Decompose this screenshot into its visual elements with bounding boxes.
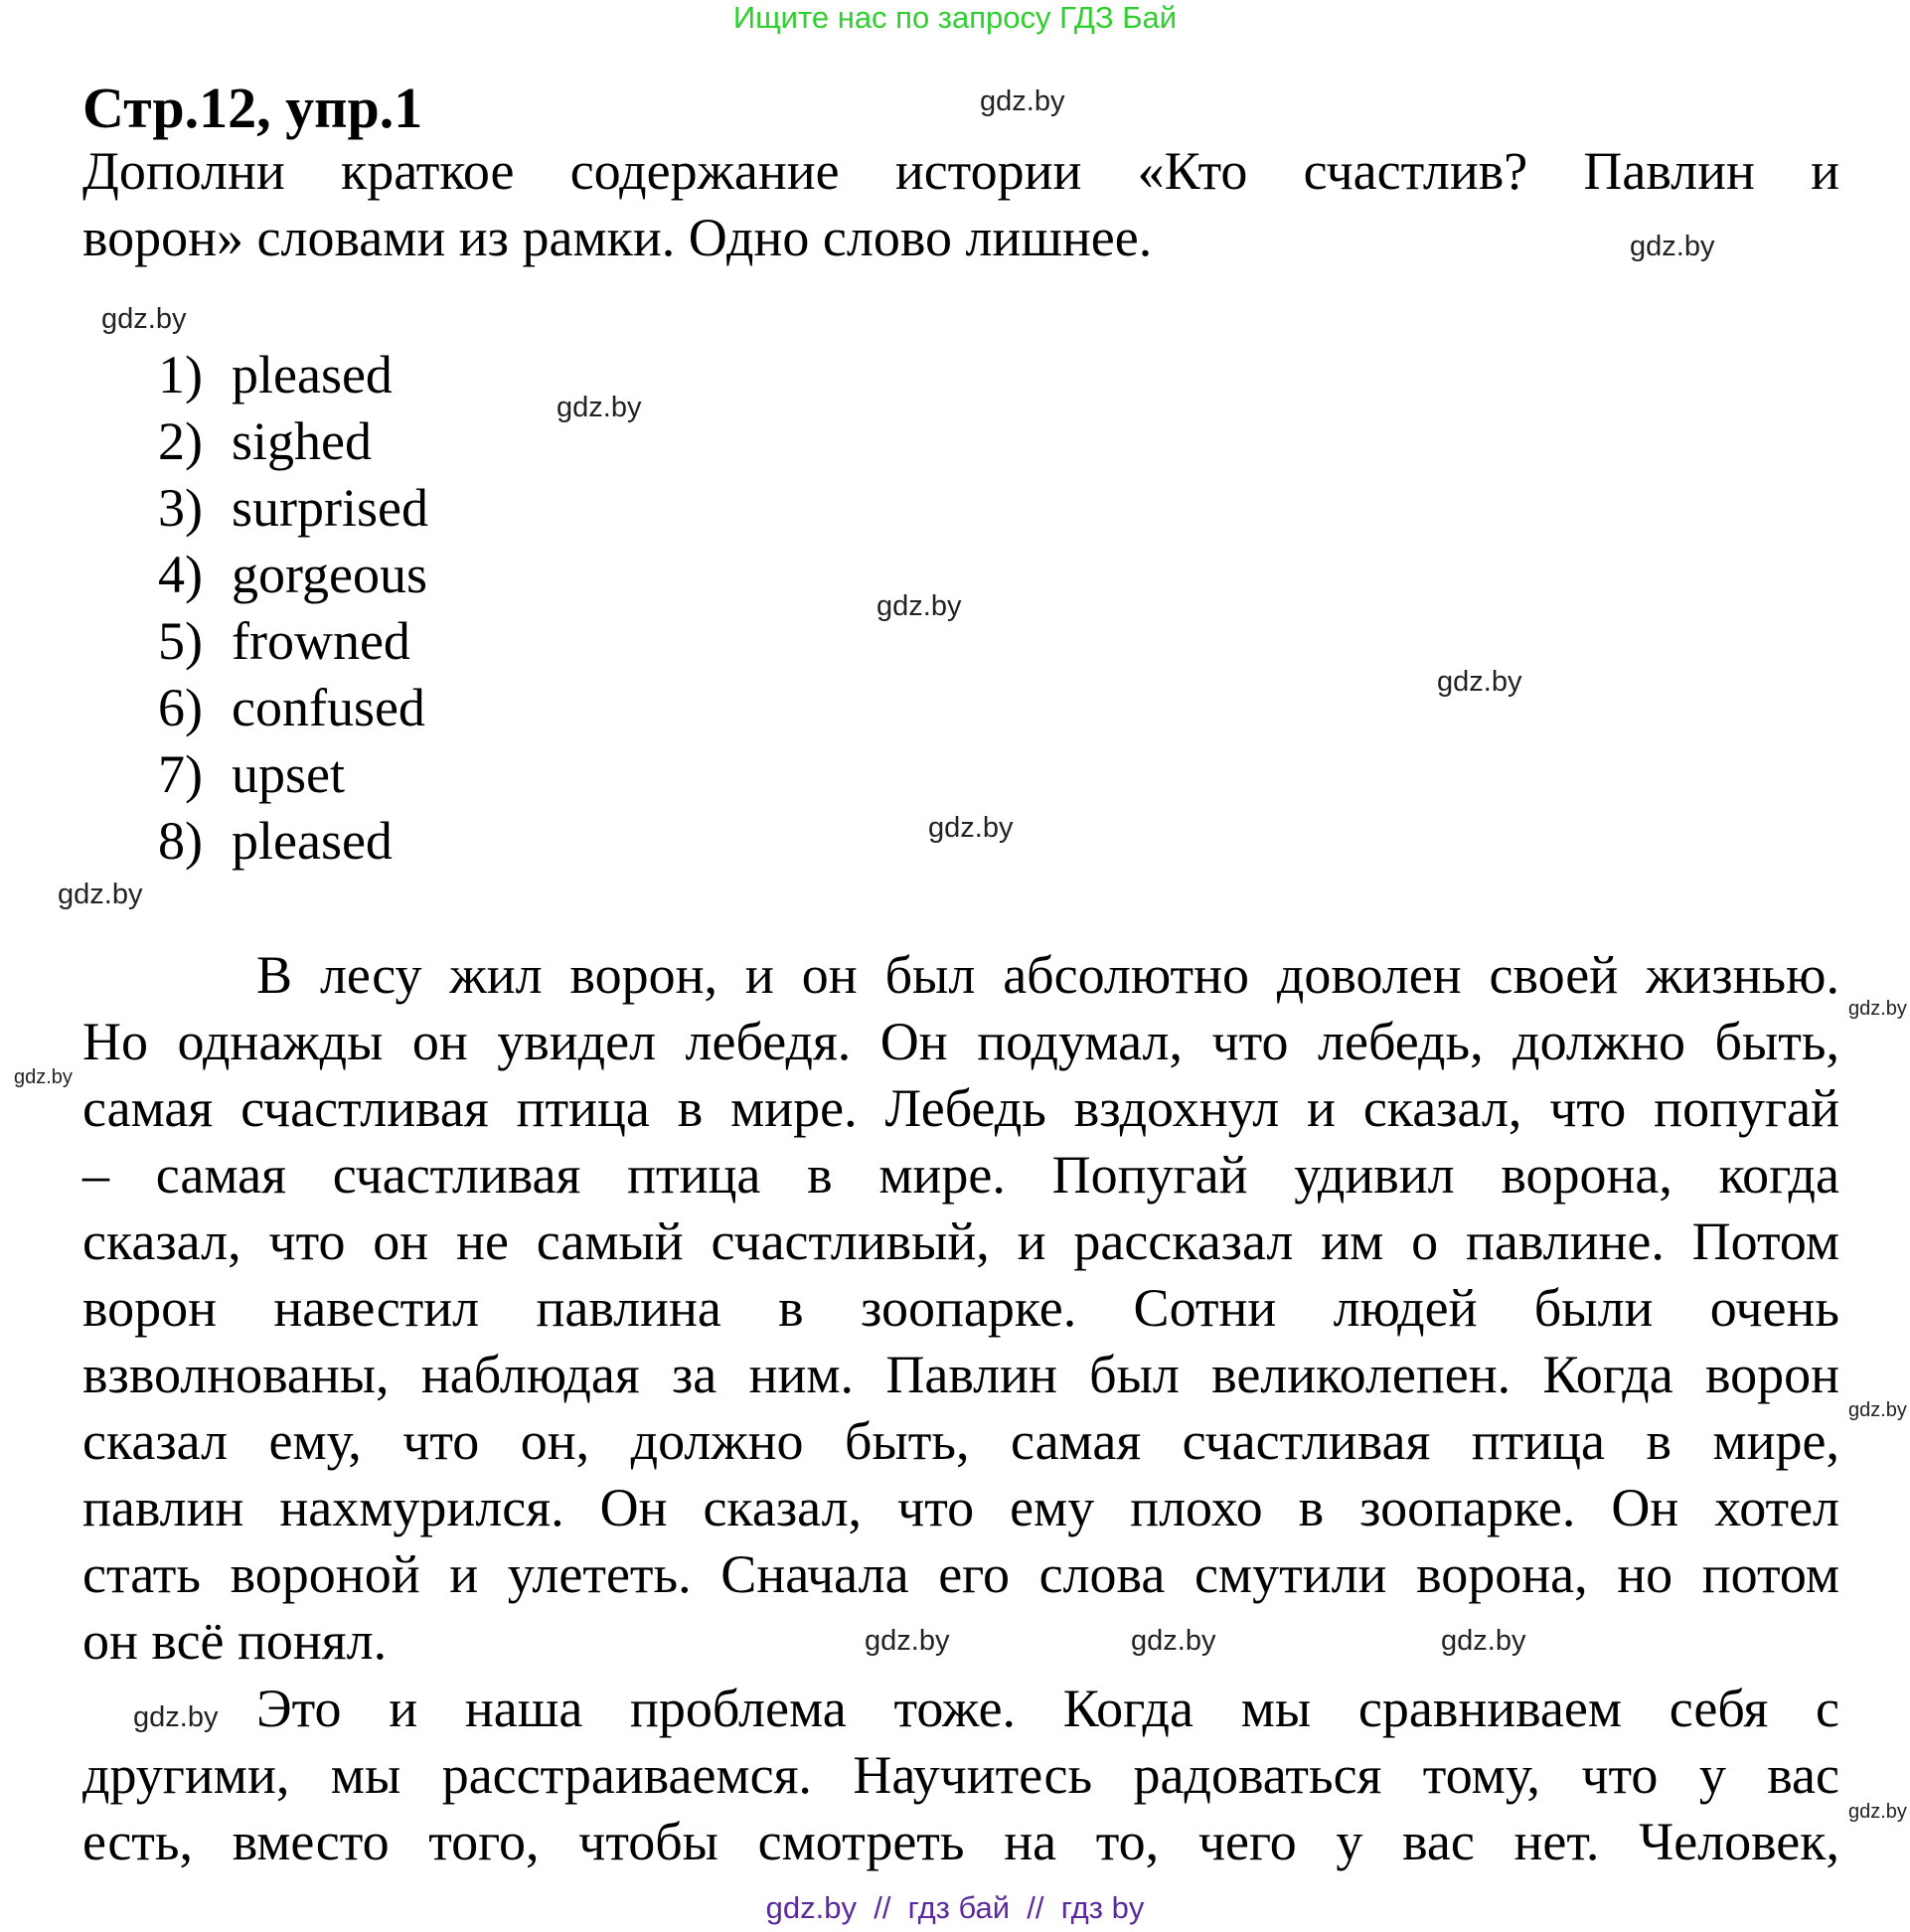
item-word: gorgeous [232, 545, 427, 604]
task-line: Дополни краткое содержание истории «Кто счастлив? Павлин и [82, 141, 1839, 201]
item-word: surprised [232, 478, 428, 538]
item-word: upset [232, 744, 345, 804]
watermark: gdz.by [1437, 666, 1522, 698]
item-word: pleased [232, 345, 393, 404]
list-item [158, 542, 428, 608]
story-paragraph [82, 942, 1839, 1675]
text-line: В лесу жил ворон, и он был абсолютно доволен своей жизнью. [256, 945, 1839, 1005]
watermark: gdz.by [1131, 1625, 1216, 1657]
text-line: ворон навестил павлина в зоопарке. Сотни людей были очень [82, 1278, 1839, 1338]
list-item [158, 741, 428, 808]
page-title: Стр.12, упр.1 [82, 76, 423, 140]
watermark: gdz.by [1441, 1625, 1526, 1657]
item-number: 2) [158, 411, 203, 471]
moral-paragraph [82, 1676, 1839, 1875]
task-instructions [82, 138, 1839, 271]
watermark: gdz.by [1848, 1399, 1907, 1421]
text-line: Но однажды он увидел лебедя. Он подумал, что лебедь, должно быть, [82, 1012, 1839, 1071]
text-line: Это и наша проблема тоже. Когда мы сравниваем себя с [256, 1679, 1839, 1738]
item-number: 4) [158, 545, 203, 604]
item-number: 3) [158, 478, 203, 538]
text-line: он всё понял. [82, 1611, 388, 1671]
item-word: confused [232, 678, 425, 737]
list-item [158, 675, 428, 741]
watermark: gdz.by [58, 879, 143, 910]
watermark: gdz.by [928, 812, 1014, 844]
task-line: ворон» словами из рамки. Одно слово лишнее. [82, 208, 1153, 267]
watermark: gdz.by [876, 590, 962, 622]
watermark: gdz.by [133, 1701, 219, 1733]
search-banner[interactable]: Ищите нас по запросу ГДЗ Бай [732, 0, 1178, 35]
text-line: сказал ему, что он, должно быть, самая счастливая птица в мире, [82, 1411, 1839, 1471]
watermark: gdz.by [101, 303, 187, 335]
footer-links[interactable]: gdz.by // гдз бай // гдз by [765, 1890, 1145, 1925]
item-word: pleased [232, 811, 393, 871]
text-line: стать вороной и улететь. Сначала его слова смутили ворона, но потом [82, 1544, 1839, 1604]
list-item [158, 475, 428, 542]
watermark: gdz.by [1848, 1801, 1907, 1823]
item-word: sighed [232, 411, 372, 471]
list-item [158, 408, 428, 475]
watermark: gdz.by [1848, 998, 1907, 1020]
list-item [158, 608, 428, 675]
watermark: gdz.by [1630, 231, 1715, 262]
item-number: 7) [158, 744, 203, 804]
text-line: – самая счастливая птица в мире. Попугай удивил ворона, когда [82, 1145, 1839, 1205]
watermark: gdz.by [980, 85, 1065, 117]
list-item [158, 808, 428, 875]
text-line: другими, мы расстраиваемся. Научитесь радоваться тому, что у вас [82, 1745, 1839, 1805]
item-number: 6) [158, 678, 203, 737]
text-line: есть, вместо того, чтобы смотреть на то, чего у вас нет. Человек, [82, 1812, 1839, 1871]
text-line: павлин нахмурился. Он сказал, что ему плохо в зоопарке. Он хотел [82, 1478, 1839, 1537]
text-line: сказал, что он не самый счастливый, и рассказал им о павлине. Потом [82, 1211, 1839, 1271]
text-line: самая счастливая птица в мире. Лебедь вздохнул и сказал, что попугай [82, 1078, 1839, 1138]
watermark: gdz.by [14, 1066, 73, 1088]
answer-list [158, 342, 428, 875]
item-number: 5) [158, 611, 203, 671]
list-item [158, 342, 428, 408]
item-number: 8) [158, 811, 203, 871]
item-word: frowned [232, 611, 410, 671]
watermark: gdz.by [865, 1625, 950, 1657]
item-number: 1) [158, 345, 203, 404]
text-line: взволнованы, наблюдая за ним. Павлин был великолепен. Когда ворон [82, 1345, 1839, 1404]
watermark: gdz.by [557, 392, 642, 423]
